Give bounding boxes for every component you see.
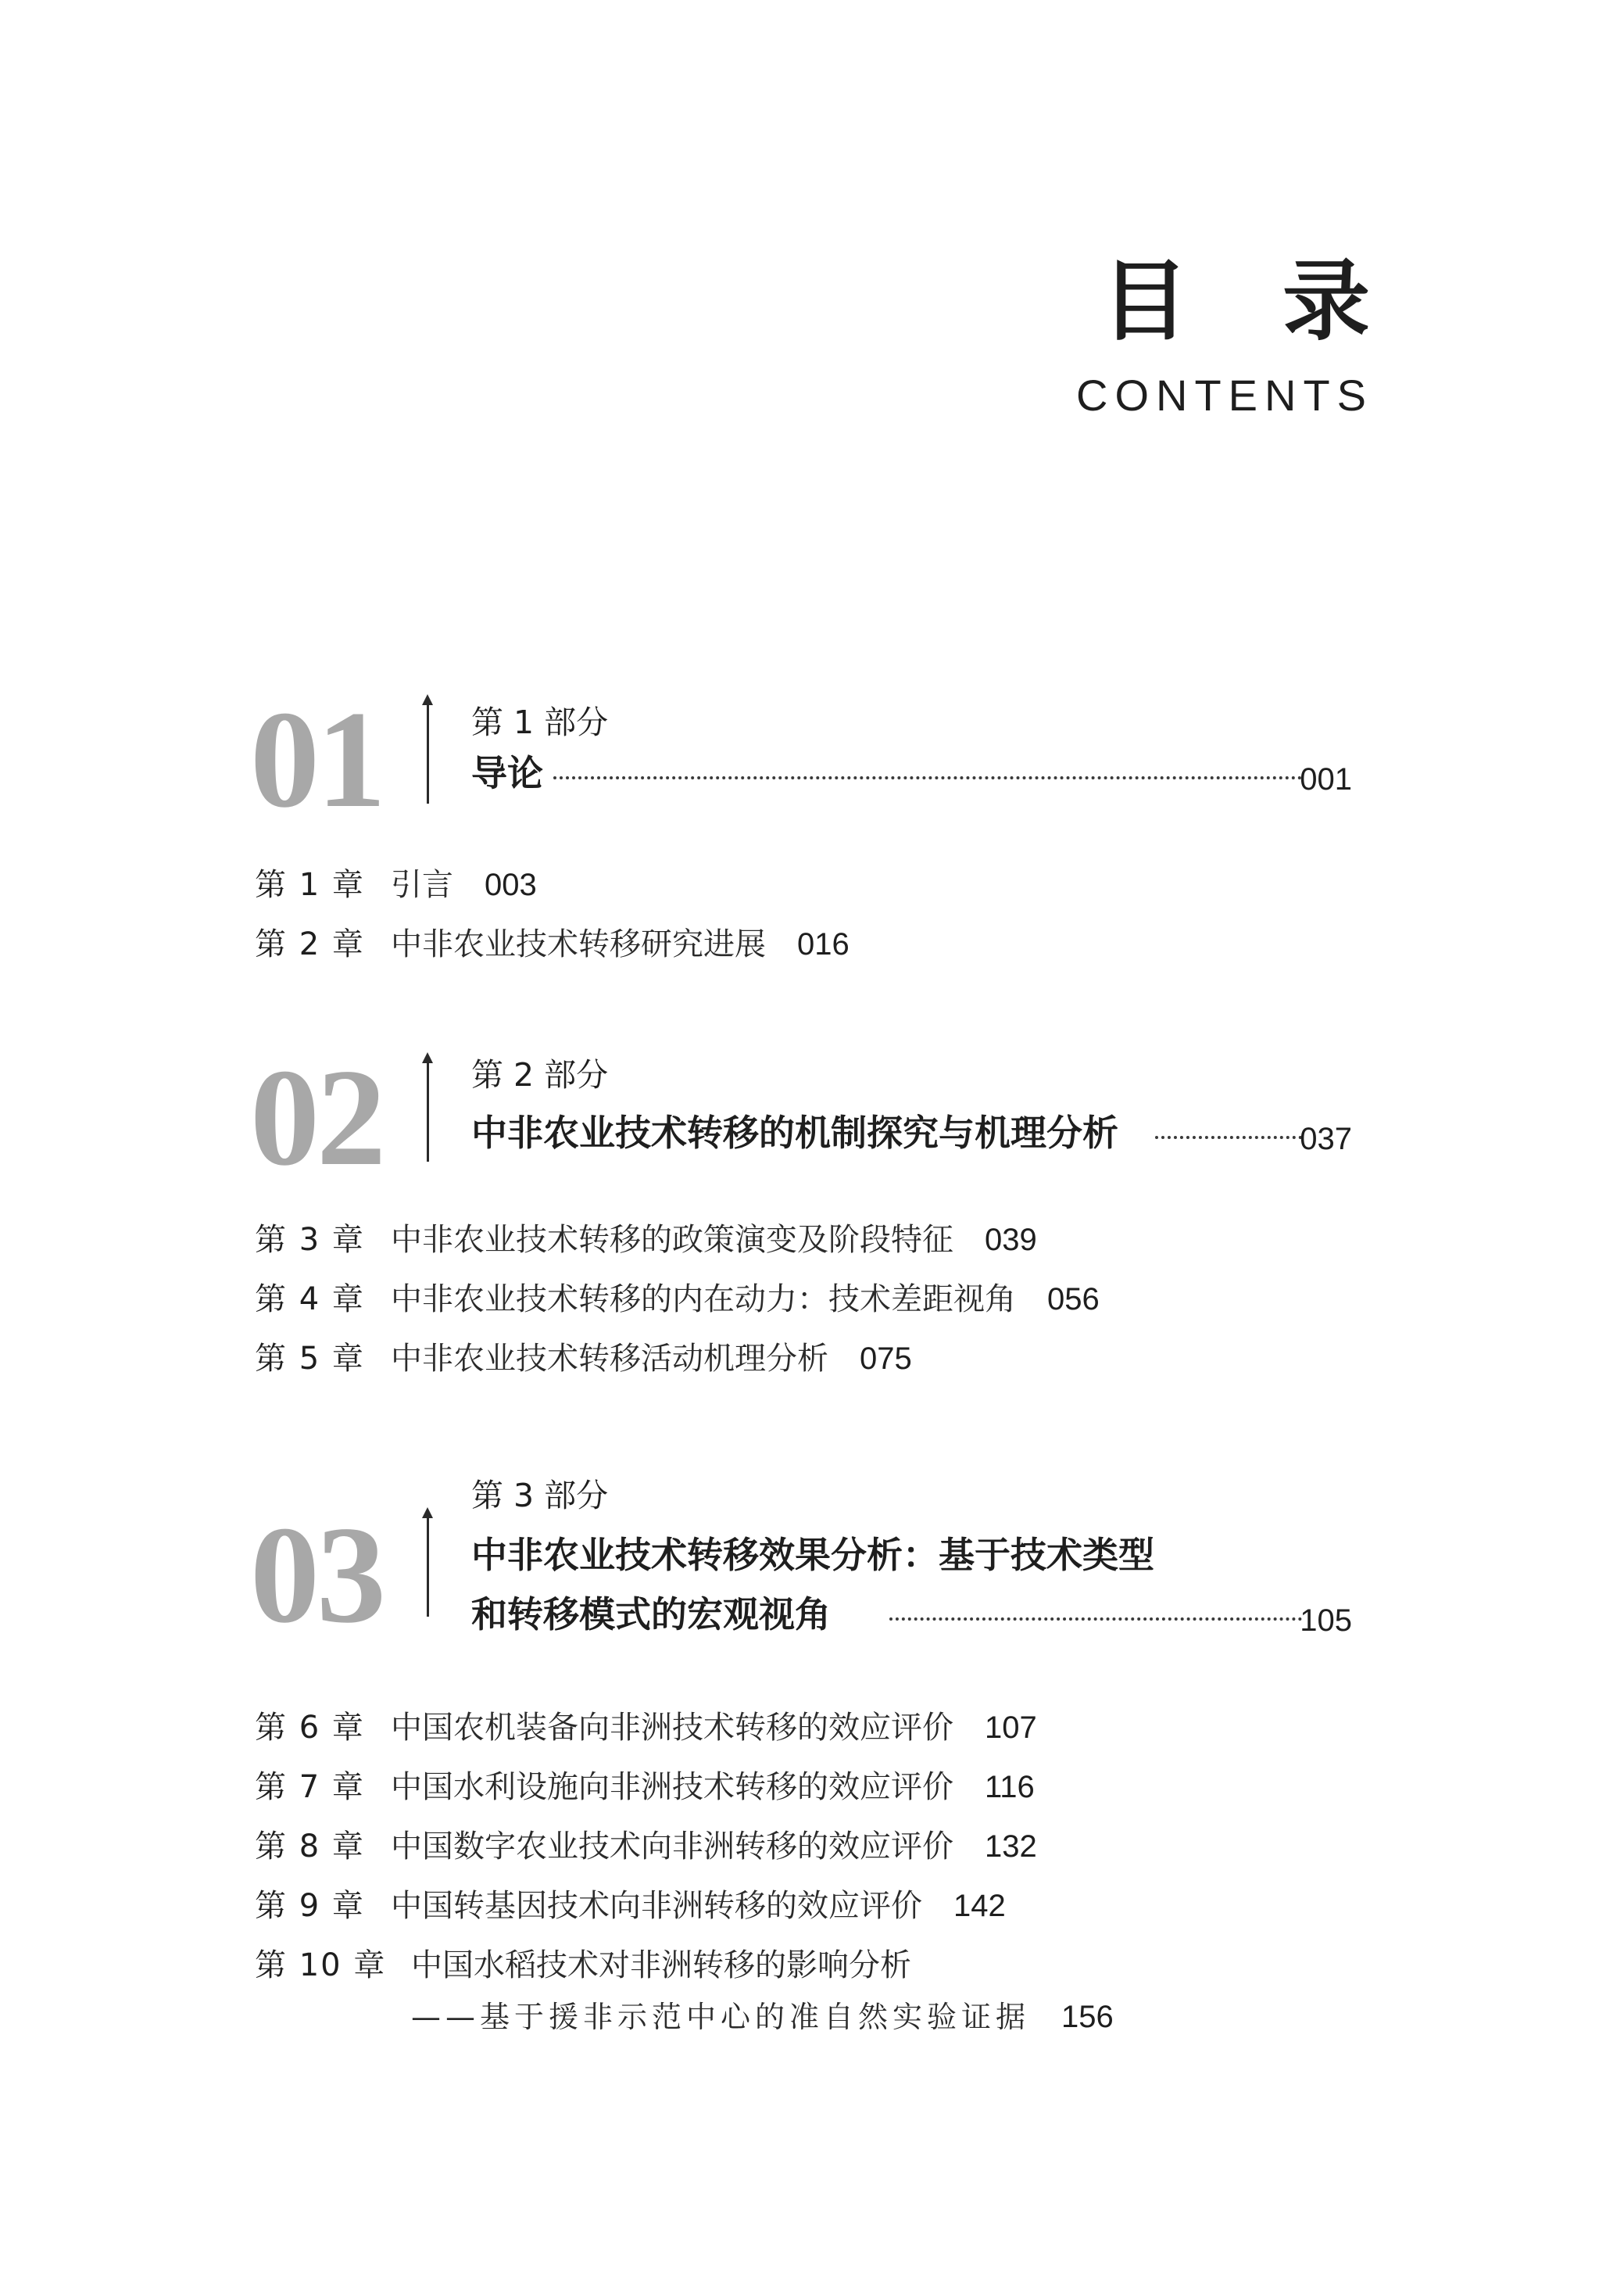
chapter-label: 第 4 章 [255, 1281, 365, 1317]
chapter-title: 中非农业技术转移的内在动力：技术差距视角 [391, 1281, 1016, 1317]
chapter-page-number: 107 [985, 1710, 1037, 1745]
part-divider-arrow [427, 1062, 429, 1162]
chapter-entry[interactable] [391, 1710, 1037, 1746]
chapter-label: 第 9 章 [255, 1888, 365, 1924]
chapter-entry[interactable] [391, 926, 850, 962]
part-title-line-1[interactable]: 中非农业技术转移效果分析：基于技术类型 [471, 1534, 1154, 1576]
chapter-page-number: 116 [985, 1770, 1035, 1804]
part-divider-arrow [427, 1517, 429, 1617]
part-label: 第 3 部分 [471, 1477, 609, 1514]
chapter-label: 第 6 章 [255, 1710, 365, 1746]
part-page-number: 037 [1300, 1122, 1352, 1156]
chapter-title: 中国水利设施向非洲技术转移的效应评价 [391, 1769, 953, 1805]
chapter-label: 第 3 章 [255, 1222, 365, 1258]
part-number: 03 [250, 1497, 383, 1652]
chapter-entry[interactable] [391, 1890, 1006, 1922]
chapter-title: 中国水稻技术对非洲转移的影响分析 [411, 1947, 911, 1983]
chapter-label: 第 7 章 [255, 1769, 365, 1805]
part-title[interactable]: 导论 [471, 752, 543, 794]
chapter-title: 中非农业技术转移的政策演变及阶段特征 [391, 1222, 953, 1258]
part-label: 第 1 部分 [471, 704, 609, 741]
chapter-entry[interactable] [391, 1341, 912, 1377]
chapter-entry[interactable] [391, 1831, 1037, 1862]
part-number: 02 [250, 1040, 383, 1195]
chapter-label: 第 8 章 [255, 1829, 365, 1864]
chapter-label: 第 1 章 [255, 867, 365, 903]
chapter-entry[interactable] [391, 1222, 1037, 1258]
chapter-entry[interactable] [391, 1771, 1035, 1803]
part-title[interactable]: 中非农业技术转移的机制探究与机理分析 [471, 1112, 1118, 1154]
chapter-page-number: 142 [953, 1889, 1006, 1923]
chapter-subtitle: ——基于援非示范中心的准自然实验证据 [411, 2000, 1031, 2034]
toc-subtitle: CONTENTS [1076, 371, 1373, 420]
chapter-page-number: 132 [985, 1829, 1037, 1864]
chapter-subtitle-entry[interactable] [411, 2001, 1114, 2033]
chapter-label: 第 10 章 [255, 1947, 387, 1983]
part-title-line-2[interactable]: 和转移模式的宏观视角 [471, 1593, 831, 1635]
part-page-number: 105 [1300, 1603, 1352, 1638]
chapter-title: 中国转基因技术向非洲转移的效应评价 [391, 1888, 922, 1924]
leader-dots [889, 1617, 1302, 1621]
leader-dots [1155, 1136, 1302, 1139]
part-label: 第 2 部分 [471, 1056, 609, 1094]
chapter-title: 中国数字农业技术向非洲转移的效应评价 [391, 1829, 953, 1864]
chapter-title: 中非农业技术转移研究进展 [391, 926, 766, 962]
chapter-title: 中国农机装备向非洲技术转移的效应评价 [391, 1710, 953, 1746]
part-page-number: 001 [1300, 762, 1352, 797]
leader-dots [553, 776, 1302, 779]
part-number: 01 [250, 682, 383, 836]
chapter-page-number: 156 [1061, 2000, 1114, 2034]
chapter-page-number: 039 [985, 1223, 1037, 1257]
chapter-entry[interactable] [391, 1281, 1100, 1317]
toc-title: 目录 [1101, 251, 1464, 353]
chapter-label: 第 2 章 [255, 926, 365, 962]
chapter-page-number: 075 [860, 1341, 912, 1376]
chapter-label: 第 5 章 [255, 1341, 365, 1377]
chapter-page-number: 016 [797, 927, 850, 962]
part-divider-arrow [427, 704, 429, 804]
chapter-title: 引言 [391, 867, 453, 903]
chapter-entry[interactable] [411, 1947, 911, 1983]
chapter-title: 中非农业技术转移活动机理分析 [391, 1341, 828, 1377]
chapter-entry[interactable] [391, 869, 537, 901]
chapter-page-number: 056 [1047, 1282, 1100, 1316]
chapter-page-number: 003 [485, 868, 537, 902]
